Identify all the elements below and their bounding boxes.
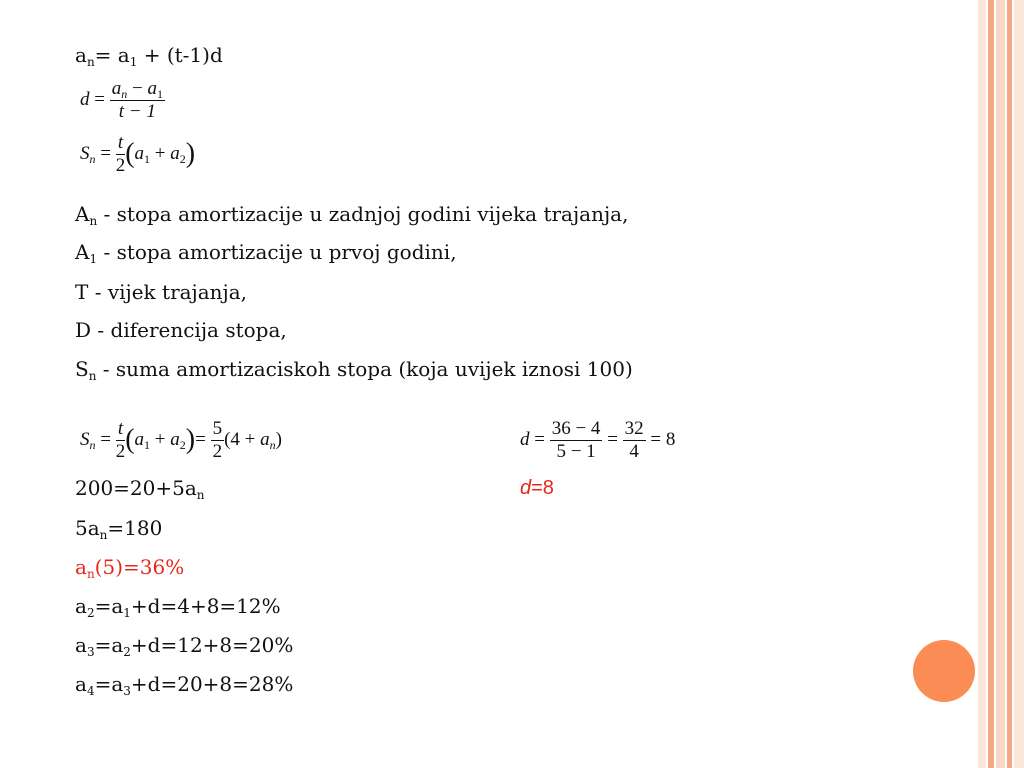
decor-stripe-5 — [1014, 0, 1024, 768]
calc-line-a2: $a_2=a_1+d=4+8=12\%$ — [75, 594, 281, 620]
definition-an: $A_n$ - stopa amortizacije u zadnjoj godini vijeka trajanja, — [75, 202, 629, 228]
formula-d: d = $\frac{a_n - a_1}{t - 1}$ — [80, 78, 163, 122]
formula-sn: $S_n$ = $\frac{t}{2}$ $(a_1 + a_2)$ — [80, 132, 196, 176]
decor-stripe-2 — [988, 0, 994, 768]
calc-line-a4: $a_4=a_3+d=20+8=28\%$ — [75, 672, 294, 698]
definition-a1: $A_1$ - stopa amortizacije u prvoj godini, — [75, 240, 457, 266]
decor-stripe-3 — [996, 0, 1005, 768]
calc-d-equation: d = $\frac{36 - 4}{5 - 1}$ = $\frac{32}{4}$ = 8 — [520, 418, 676, 462]
calc-d-result: d=8 — [520, 477, 554, 499]
definition-sn: $S_n$ - suma amortizaciskoh stopa (koja uvijek iznosi 100) — [75, 357, 633, 383]
definition-t: T - vijek trajanja, — [75, 280, 248, 304]
definition-d: D - diferencija stopa, — [75, 318, 287, 342]
decor-stripe-4 — [1007, 0, 1012, 768]
calc-line-200: $200=20+5a_n$ — [75, 476, 205, 502]
formula-an: $a_n= a_1 + (t-1)d$ — [75, 43, 223, 69]
calc-line-5an: $5a_n=180$ — [75, 516, 163, 542]
calc-line-a3: $a_3=a_2+d=12+8=20\%$ — [75, 633, 294, 659]
accent-circle — [913, 640, 975, 702]
calc-line-an-result: $a_n(5)=36\%$ — [75, 555, 185, 581]
calc-sn-equation: $S_n$ = $\frac{t}{2}$ $(a_1 + a_2)=$ $\frac{5}{2}$ $(4 + a_n)$ — [80, 418, 282, 462]
decor-stripe-1 — [978, 0, 986, 768]
